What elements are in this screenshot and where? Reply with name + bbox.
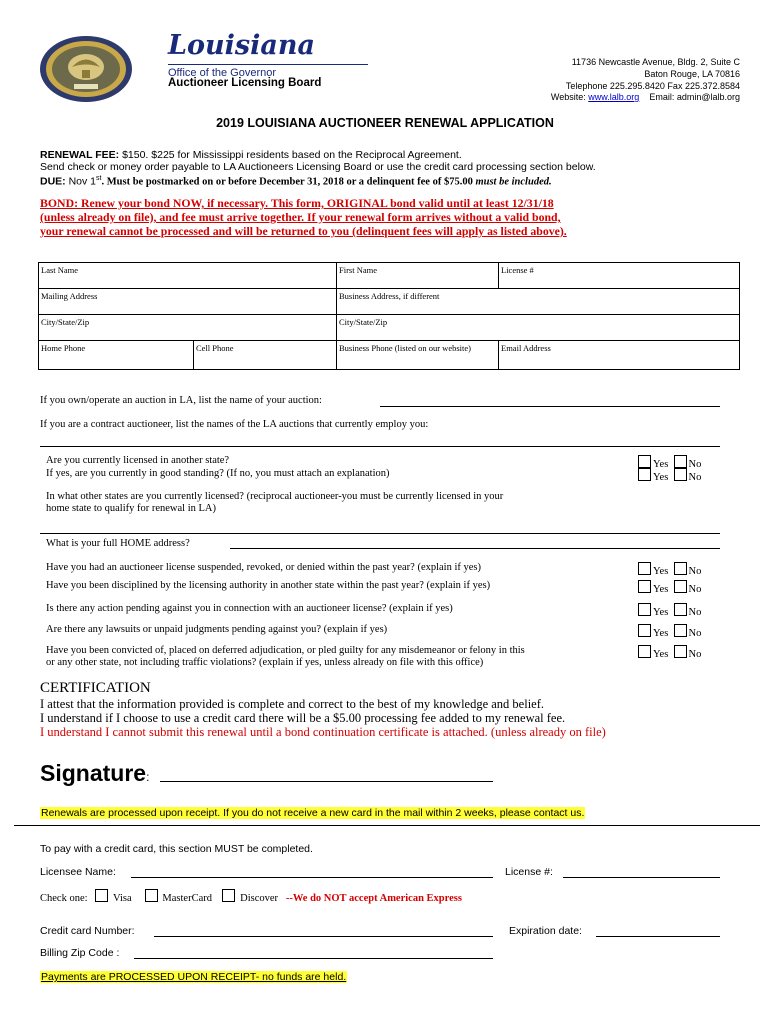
due-delinquent-note: must be included. bbox=[475, 176, 552, 188]
business-address-field[interactable] bbox=[337, 289, 740, 315]
expiration-input[interactable] bbox=[596, 925, 720, 937]
no-checkbox[interactable] bbox=[674, 455, 687, 468]
certification-line-3: I understand I cannot submit this renewal until a bond continuation certificate is attached. (unless already on file) bbox=[40, 725, 606, 739]
due-label: DUE: bbox=[40, 175, 66, 188]
no-label: No bbox=[688, 566, 702, 577]
no-checkbox[interactable] bbox=[674, 580, 687, 593]
home-phone-field[interactable] bbox=[39, 341, 194, 370]
signature-word: Signature bbox=[40, 760, 147, 786]
card-number-input[interactable] bbox=[154, 925, 493, 937]
cell-phone-label: Cell Phone bbox=[196, 343, 234, 353]
due-date-suffix: st bbox=[96, 175, 102, 182]
business-phone-label: Business Phone (listed on our website) bbox=[339, 343, 471, 353]
own-auction-question bbox=[40, 395, 322, 406]
q-convicted-line-2: or any other state, not including traffic violations? (explain if yes, unless already on file with this office) bbox=[46, 657, 484, 668]
licensee-name-input[interactable] bbox=[131, 866, 493, 878]
due-postmark: . Must be postmarked on or before December 31, 2018 or a delinquent fee of $75.00 bbox=[101, 176, 476, 188]
q-disciplined: Have you been disciplined by the licensing authority in another state within the past year? (explain if yes) bbox=[46, 580, 491, 591]
yn-lawsuits bbox=[638, 624, 701, 639]
no-checkbox[interactable] bbox=[674, 645, 687, 658]
certification-text bbox=[40, 697, 606, 739]
yn-convicted bbox=[638, 645, 701, 660]
address-line-1: 11736 Newcastle Avenue, Bldg. 2, Suite C bbox=[571, 57, 740, 67]
no-label: No bbox=[688, 584, 702, 595]
first-name-label: First Name bbox=[339, 265, 378, 275]
certification-line-2: I understand if I choose to use a credit card there will be a $5.00 processing fee added to my renewal fee. bbox=[40, 711, 566, 725]
no-label: No bbox=[688, 628, 702, 639]
yes-checkbox[interactable] bbox=[638, 645, 651, 658]
contract-auctioneer-question: If you are a contract auctioneer, list the names of the LA auctions that currently employ you: bbox=[40, 419, 429, 430]
licensee-name-label: Licensee Name: bbox=[40, 866, 116, 878]
yes-label: Yes bbox=[653, 649, 669, 660]
mailing-address-field[interactable] bbox=[39, 289, 337, 315]
mailing-address-label: Mailing Address bbox=[41, 291, 98, 301]
check-one-label: Check one: bbox=[40, 893, 88, 904]
card-number-label: Credit card Number: bbox=[40, 925, 135, 937]
state-seal bbox=[38, 34, 134, 104]
yes-checkbox[interactable] bbox=[638, 455, 651, 468]
business-city-state-zip-label: City/State/Zip bbox=[339, 317, 388, 327]
yes-checkbox[interactable] bbox=[638, 468, 651, 481]
business-phone-field[interactable] bbox=[337, 341, 499, 370]
first-name-field[interactable] bbox=[337, 263, 499, 289]
yes-label: Yes bbox=[653, 607, 669, 618]
logo-louisiana: Louisiana bbox=[168, 30, 315, 61]
yn-disciplined bbox=[638, 580, 701, 595]
business-city-state-zip-field[interactable] bbox=[337, 315, 740, 341]
website-label: Website: bbox=[550, 92, 589, 102]
q-convicted bbox=[46, 645, 525, 669]
signature-colon: : bbox=[146, 770, 150, 784]
board-name: Auctioneer Licensing Board bbox=[168, 77, 322, 89]
yes-label: Yes bbox=[653, 584, 669, 595]
discover-label: Discover bbox=[240, 893, 279, 904]
address-line-2: Baton Rouge, LA 70816 bbox=[644, 69, 740, 79]
last-name-label: Last Name bbox=[41, 265, 79, 275]
yes-checkbox[interactable] bbox=[638, 580, 651, 593]
credit-card-intro: To pay with a credit card, this section MUST be completed. bbox=[40, 843, 313, 855]
billing-zip-input[interactable] bbox=[134, 947, 493, 959]
phone-fax: Telephone 225.295.8420 Fax 225.372.8584 bbox=[565, 81, 740, 91]
no-label: No bbox=[688, 459, 702, 470]
email-address-field[interactable] bbox=[499, 341, 740, 370]
yes-label: Yes bbox=[653, 628, 669, 639]
yes-label: Yes bbox=[653, 459, 669, 470]
own-auction-input[interactable] bbox=[380, 395, 720, 407]
city-state-zip-field[interactable] bbox=[39, 315, 337, 341]
visa-label: Visa bbox=[113, 893, 132, 904]
own-auction-label: If you own/operate an auction in LA, list the name of your auction: bbox=[40, 395, 322, 406]
q-which-states-line-1: In what other states are you currently licensed? (reciprocal auctioneer-you must be currently licensed in your bbox=[46, 491, 504, 502]
due-date: Nov 1 bbox=[65, 175, 97, 188]
renewal-fee-line bbox=[40, 149, 596, 161]
email-address-label: Email Address bbox=[501, 343, 551, 353]
q-which-states-line-2: home state to qualify for renewal in LA) bbox=[46, 503, 216, 514]
no-label: No bbox=[688, 649, 702, 660]
contact-block bbox=[551, 81, 740, 103]
mastercard-label: MasterCard bbox=[162, 893, 212, 904]
visa-checkbox[interactable] bbox=[95, 889, 108, 902]
license-no-label: License #: bbox=[505, 866, 553, 878]
discover-checkbox[interactable] bbox=[222, 889, 235, 902]
bond-line-2: (unless already on file), and fee must arrive together. If your renewal form arrives without a valid bond, bbox=[40, 210, 561, 224]
last-name-field[interactable] bbox=[39, 263, 337, 289]
logo-underline bbox=[168, 64, 368, 65]
yn-suspended bbox=[638, 562, 701, 577]
mastercard-checkbox[interactable] bbox=[145, 889, 158, 902]
q-other-state: Are you currently licensed in another state? bbox=[46, 455, 230, 466]
city-state-zip-label: City/State/Zip bbox=[41, 317, 90, 327]
renewal-fee-label: RENEWAL FEE: bbox=[40, 149, 120, 161]
no-label: No bbox=[688, 607, 702, 618]
certification-heading: CERTIFICATION bbox=[40, 680, 151, 696]
no-checkbox[interactable] bbox=[674, 603, 687, 616]
fees-block bbox=[40, 149, 596, 189]
card-type-row bbox=[40, 889, 462, 904]
office-of-governor: Office of the Governor bbox=[168, 67, 277, 79]
page-title: 2019 LOUISIANA AUCTIONEER RENEWAL APPLICATION bbox=[216, 116, 554, 130]
billing-zip-label: Billing Zip Code : bbox=[40, 947, 120, 959]
bond-line-3: your renewal cannot be processed and will be returned to you (delinquent fees will apply as listed above). bbox=[40, 224, 567, 238]
divider-line bbox=[40, 533, 720, 534]
section-divider bbox=[14, 825, 760, 826]
no-checkbox[interactable] bbox=[674, 624, 687, 637]
email-address: Email: admin@lalb.org bbox=[649, 92, 740, 102]
expiration-label: Expiration date: bbox=[509, 925, 582, 937]
yes-checkbox[interactable] bbox=[638, 562, 651, 575]
signature-label bbox=[40, 760, 149, 787]
q-suspended: Have you had an auctioneer license suspended, revoked, or denied within the past year? (explain if yes) bbox=[46, 562, 482, 573]
applicant-info-table bbox=[38, 262, 740, 370]
q-which-states bbox=[46, 491, 503, 515]
no-checkbox[interactable] bbox=[674, 468, 687, 481]
home-address-input[interactable] bbox=[230, 538, 720, 549]
certification-line-1: I attest that the information provided is complete and correct to the best of my knowledge and belief. bbox=[40, 697, 545, 711]
payments-processed-notice: Payments are PROCESSED UPON RECEIPT- no funds are held. bbox=[41, 971, 347, 983]
q-pending: Is there any action pending against you in connection with an auctioneer license? (explain if yes) bbox=[46, 603, 453, 614]
no-checkbox[interactable] bbox=[674, 562, 687, 575]
no-amex-notice: --We do NOT accept American Express bbox=[285, 893, 462, 904]
yes-label: Yes bbox=[653, 472, 669, 483]
due-line bbox=[40, 173, 596, 189]
renewal-notice: Renewals are processed upon receipt. If you do not receive a new card in the mail within 2 weeks, please contact us. bbox=[41, 807, 585, 819]
home-phone-label: Home Phone bbox=[41, 343, 86, 353]
license-number-field[interactable] bbox=[499, 263, 740, 289]
web-email bbox=[551, 92, 740, 103]
signature-line[interactable] bbox=[160, 763, 493, 782]
yn-pending bbox=[638, 603, 701, 618]
q-good-standing: If yes, are you currently in good standing? (If no, you must attach an explanation) bbox=[46, 468, 390, 479]
license-no-input[interactable] bbox=[563, 866, 720, 878]
website-link[interactable]: www.lalb.org bbox=[588, 92, 640, 102]
yes-checkbox[interactable] bbox=[638, 624, 651, 637]
cell-phone-field[interactable] bbox=[194, 341, 337, 370]
bond-notice bbox=[40, 196, 567, 238]
q-lawsuits: Are there any lawsuits or unpaid judgments pending against you? (explain if yes) bbox=[46, 624, 388, 635]
business-address-label: Business Address, if different bbox=[339, 291, 440, 301]
bond-line-1: BOND: Renew your bond NOW, if necessary. This form, ORIGINAL bond valid until at least 12/31/18 bbox=[40, 196, 554, 210]
contract-auctioneer-input[interactable] bbox=[40, 436, 720, 447]
q-home-address: What is your full HOME address? bbox=[46, 538, 190, 549]
no-label: No bbox=[688, 472, 702, 483]
yes-label: Yes bbox=[653, 566, 669, 577]
send-check-line: Send check or money order payable to LA Auctioneers Licensing Board or use the credit card processing section below. bbox=[40, 161, 596, 173]
license-number-label: License # bbox=[501, 265, 534, 275]
q-convicted-line-1: Have you been convicted of, placed on deferred adjudication, or pled guilty for any misdemeanor or felony in this bbox=[46, 645, 525, 656]
renewal-fee-text: $150. $225 for Mississippi residents based on the Reciprocal Agreement. bbox=[119, 149, 462, 161]
address-block bbox=[572, 56, 740, 80]
yes-checkbox[interactable] bbox=[638, 603, 651, 616]
yn-good-standing bbox=[638, 468, 701, 483]
